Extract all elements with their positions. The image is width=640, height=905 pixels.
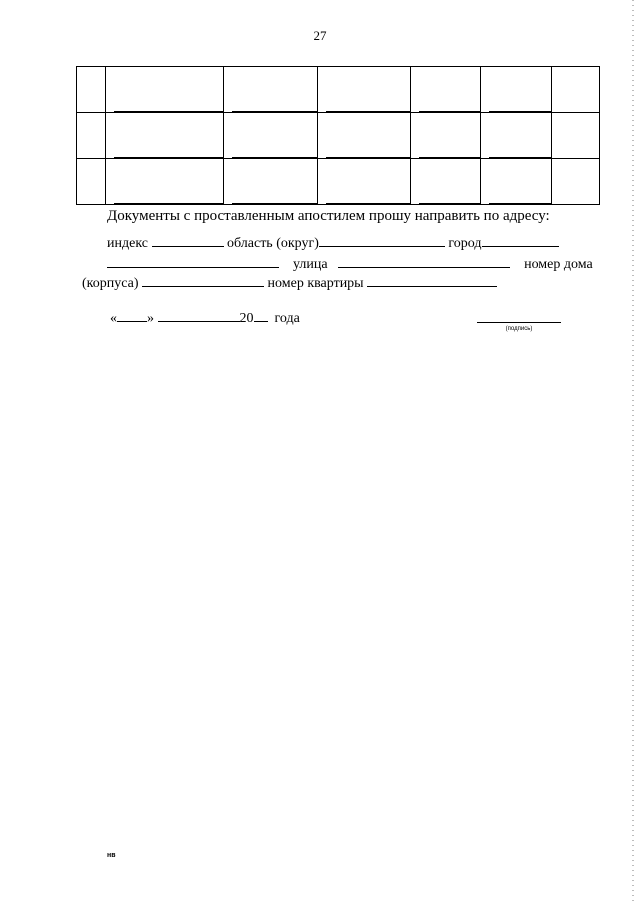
table-cell[interactable] xyxy=(77,159,106,205)
footer-mark: нв xyxy=(107,852,116,859)
street-field[interactable] xyxy=(338,255,510,268)
table-cell[interactable] xyxy=(411,67,481,113)
region-label: область (округ) xyxy=(227,236,319,251)
table-cell[interactable] xyxy=(224,159,318,205)
table-cell[interactable] xyxy=(106,113,224,159)
apartment-field[interactable] xyxy=(367,274,497,287)
table-cell[interactable] xyxy=(411,113,481,159)
year-prefix: 20 xyxy=(239,311,254,326)
signature-field[interactable] xyxy=(477,322,561,323)
table-cell[interactable] xyxy=(552,113,600,159)
applicant-documents-table xyxy=(76,66,600,205)
table-cell[interactable] xyxy=(224,113,318,159)
address-line-1 xyxy=(107,234,559,252)
cell-underline xyxy=(326,203,410,204)
cell-underline xyxy=(114,203,223,204)
table-cell[interactable] xyxy=(77,67,106,113)
table-cell[interactable] xyxy=(77,113,106,159)
address-line-3 xyxy=(82,274,497,292)
table-cell[interactable] xyxy=(106,159,224,205)
page-number: 27 xyxy=(313,28,327,43)
table-cell[interactable] xyxy=(411,159,481,205)
table-cell[interactable] xyxy=(552,67,600,113)
table-cell[interactable] xyxy=(318,159,411,205)
table-row xyxy=(77,67,600,113)
table-cell[interactable] xyxy=(318,67,411,113)
region-field[interactable] xyxy=(319,234,445,247)
date-open-quote: « xyxy=(110,311,117,326)
table-cell[interactable] xyxy=(318,113,411,159)
table-cell[interactable] xyxy=(552,159,600,205)
scan-edge-artifact xyxy=(632,0,634,905)
address-line-2 xyxy=(107,255,593,273)
table-cell[interactable] xyxy=(224,67,318,113)
address-heading: Документы с проставленным апостилем прошу направить по адресу: xyxy=(107,208,550,224)
building-field[interactable] xyxy=(142,274,264,287)
date-close-quote: » xyxy=(147,311,154,326)
city-field[interactable] xyxy=(482,234,559,247)
apartment-label: номер квартиры xyxy=(267,276,364,291)
index-label: индекс xyxy=(107,236,148,251)
address-continuation-field[interactable] xyxy=(107,255,279,268)
city-label: город xyxy=(448,236,482,251)
building-label: (корпуса) xyxy=(82,276,139,291)
month-field[interactable] xyxy=(158,309,240,322)
cell-underline xyxy=(232,203,317,204)
table-cell[interactable] xyxy=(481,67,552,113)
cell-underline xyxy=(419,203,480,204)
date-line xyxy=(110,309,300,327)
table-cell[interactable] xyxy=(481,113,552,159)
cell-underline xyxy=(489,203,551,204)
signature-caption: (подпись) xyxy=(505,326,533,332)
index-field[interactable] xyxy=(152,234,224,247)
street-label: улица xyxy=(293,257,328,272)
day-field[interactable] xyxy=(117,309,147,322)
table-row xyxy=(77,159,600,205)
year-suffix: года xyxy=(274,311,300,326)
year-field[interactable] xyxy=(254,309,268,322)
table-cell[interactable] xyxy=(481,159,552,205)
table-row xyxy=(77,113,600,159)
house-label: номер дома xyxy=(524,257,593,272)
table-cell[interactable] xyxy=(106,67,224,113)
